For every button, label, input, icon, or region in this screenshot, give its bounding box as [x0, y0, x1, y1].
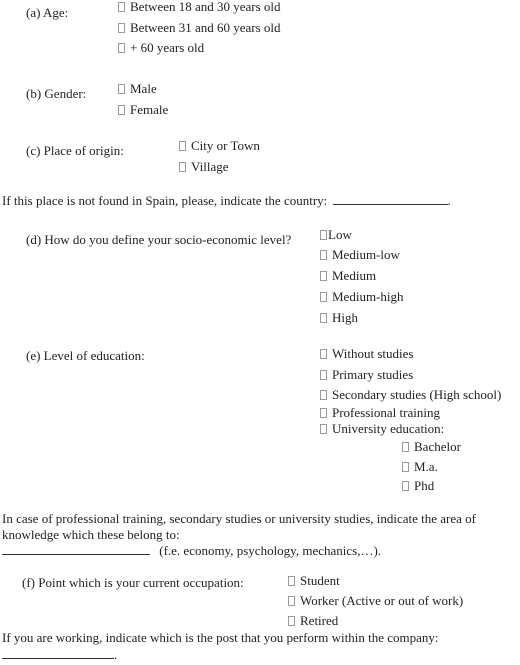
country-blank[interactable]	[333, 193, 448, 205]
area-line	[2, 543, 381, 559]
education-option-secondary[interactable]: Secondary studies (High school)	[320, 387, 501, 403]
post-prompt: If you are working, indicate which is the post that you perform within the company:	[2, 630, 439, 645]
occupation-option-worker[interactable]: Worker (Active or out of work)	[288, 593, 463, 609]
education-option-professional[interactable]: Professional training	[320, 405, 440, 421]
country-end: .	[447, 193, 451, 208]
checkbox[interactable]	[320, 271, 327, 281]
origin-option-city[interactable]: City or Town	[179, 138, 260, 154]
checkbox[interactable]	[179, 162, 186, 172]
checkbox[interactable]	[320, 250, 327, 260]
post-end: .	[114, 647, 118, 662]
age-option-31-60[interactable]: Between 31 and 60 years old	[118, 20, 281, 36]
checkbox[interactable]	[118, 105, 125, 115]
area-blank[interactable]	[2, 543, 150, 555]
occupation-option-student[interactable]: Student	[288, 573, 340, 589]
checkbox[interactable]	[320, 349, 327, 359]
socio-label: (d) How do you define your socio-economic level?	[26, 232, 292, 247]
checkbox[interactable]	[288, 596, 295, 606]
socio-option-medium[interactable]: Medium	[320, 268, 376, 284]
university-option-bachelor[interactable]: Bachelor	[402, 439, 461, 455]
checkbox[interactable]	[320, 292, 327, 302]
university-option-phd[interactable]: Phd	[402, 478, 434, 494]
post-line	[2, 647, 117, 663]
socio-option-medium-high[interactable]: Medium-high	[320, 289, 404, 305]
education-option-without-studies[interactable]: Without studies	[320, 346, 413, 362]
university-option-ma[interactable]: M.a.	[402, 459, 438, 475]
checkbox[interactable]	[118, 23, 125, 33]
education-option-university[interactable]: University education:	[320, 421, 444, 437]
country-line	[2, 193, 451, 209]
area-prompt-line1: In case of professional training, secondary studies or university studies, indicate the area of	[2, 511, 476, 526]
socio-option-medium-low[interactable]: Medium-low	[320, 247, 400, 263]
checkbox[interactable]	[179, 141, 186, 151]
education-label: (e) Level of education:	[26, 348, 145, 363]
checkbox[interactable]	[288, 576, 295, 586]
checkbox[interactable]	[118, 43, 125, 53]
gender-label: (b) Gender:	[26, 86, 87, 101]
gender-option-female[interactable]: Female	[118, 102, 168, 118]
checkbox[interactable]	[402, 462, 409, 472]
origin-option-village[interactable]: Village	[179, 159, 228, 175]
occupation-option-retired[interactable]: Retired	[288, 613, 338, 629]
area-example: (f.e. economy, psychology, mechanics,…).	[159, 543, 382, 558]
area-prompt-line2: knowledge which these belong to:	[2, 527, 180, 542]
origin-label: (c) Place of origin:	[26, 143, 124, 158]
checkbox[interactable]	[320, 390, 327, 400]
gender-option-male[interactable]: Male	[118, 81, 157, 97]
checkbox[interactable]	[320, 313, 327, 323]
checkbox[interactable]	[118, 2, 125, 12]
age-option-60-plus[interactable]: + 60 years old	[118, 40, 204, 56]
checkbox[interactable]	[288, 616, 295, 626]
socio-option-high[interactable]: High	[320, 310, 358, 326]
post-blank[interactable]	[2, 647, 114, 659]
checkbox[interactable]	[118, 84, 125, 94]
checkbox[interactable]	[402, 442, 409, 452]
country-prompt: If this place is not found in Spain, please, indicate the country:	[2, 193, 328, 208]
checkbox[interactable]	[320, 230, 327, 240]
socio-option-low[interactable]: Low	[320, 227, 352, 243]
checkbox[interactable]	[320, 424, 327, 434]
occupation-label: (f) Point which is your current occupation:	[22, 575, 244, 590]
education-option-primary[interactable]: Primary studies	[320, 367, 413, 383]
age-option-18-30[interactable]: Between 18 and 30 years old	[118, 0, 281, 15]
checkbox[interactable]	[402, 481, 409, 491]
checkbox[interactable]	[320, 370, 327, 380]
checkbox[interactable]	[320, 408, 327, 418]
age-label: (a) Age:	[26, 5, 69, 20]
